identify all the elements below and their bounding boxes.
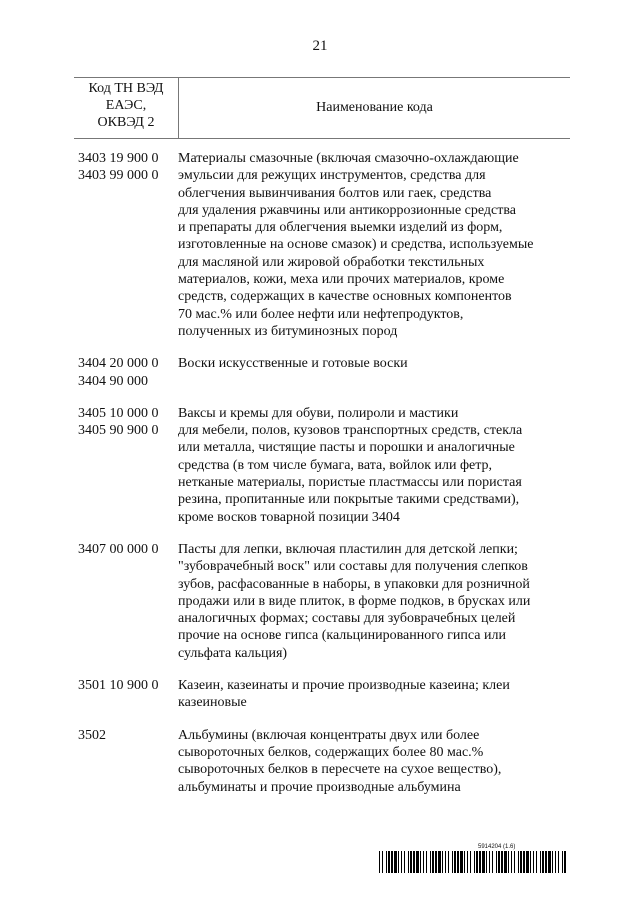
- code-cell: [78, 541, 178, 662]
- description-line: резина, пропитанные или покрытые такими средствами),: [178, 492, 520, 508]
- description-cell: [178, 355, 574, 390]
- description-line: продажи или в виде плиток, в форме подков, в брусках или: [178, 593, 531, 609]
- description-line: средства (в том числе бумага, вата, войлок или фетр,: [178, 457, 493, 473]
- description-line: прочие на основе гипса (кальцинированного гипса или: [178, 628, 506, 644]
- table-row: [78, 727, 574, 796]
- description-line: "зубоврачебный воск" или составы для получения слепков: [178, 559, 528, 575]
- description-line: Воски искусственные и готовые воски: [178, 356, 408, 372]
- description-line: аналогичных формах; составы для зубоврачебных целей: [178, 611, 516, 627]
- tn-ved-code: 3403 99 000 0: [78, 168, 159, 184]
- header-code-line: Код ТН ВЭД: [88, 81, 164, 96]
- description-line: или металла, чистящие пасты и порошки и аналогичные: [178, 440, 515, 456]
- code-cell: [78, 150, 178, 340]
- code-cell: [78, 355, 178, 390]
- table-row: [78, 355, 574, 390]
- description-line: сывороточных белков в пересчете на сухое вещество),: [178, 762, 502, 778]
- description-line: для мебели, полов, кузовов транспортных средств, стекла: [178, 423, 523, 439]
- description-line: нетканые материалы, пористые пластмассы или пористая: [178, 475, 522, 491]
- description-cell: [178, 727, 574, 796]
- code-cell: [78, 677, 178, 712]
- description-line: изготовленные на основе смазок) и средства, используемые: [178, 237, 534, 253]
- description-line: эмульсии для режущих инструментов, средства для: [178, 168, 486, 184]
- description-line: альбуминаты и прочие производные альбумина: [178, 779, 461, 795]
- tn-ved-code: 3502: [78, 727, 106, 743]
- header-name-column: Наименование кода: [178, 78, 570, 138]
- code-table-body: [78, 150, 574, 811]
- table-row: [78, 405, 574, 526]
- description-line: средств, содержащих в качестве основных компонентов: [178, 289, 512, 305]
- description-line: кроме восков товарной позиции 3404: [178, 509, 400, 525]
- table-row: [78, 541, 574, 662]
- header-code-line: ЕАЭС,: [105, 98, 147, 113]
- description-line: и препараты для облегчения выемки изделий из форм,: [178, 220, 503, 236]
- header-code-column: [74, 80, 178, 131]
- description-cell: [178, 405, 574, 526]
- tn-ved-code: 3404 20 000 0: [78, 356, 159, 372]
- tn-ved-code: 3403 19 900 0: [78, 151, 159, 166]
- description-line: Пасты для лепки, включая пластилин для детской лепки;: [178, 541, 518, 557]
- document-id: 5914204 (1.6): [478, 844, 516, 850]
- description-line: 70 мас.% или более нефти или нефтепродуктов,: [178, 306, 464, 322]
- table-header: [74, 77, 570, 139]
- description-line: Материалы смазочные (включая смазочно-охлаждающие: [178, 151, 519, 166]
- description-cell: [178, 541, 574, 662]
- page-number: 21: [312, 38, 328, 54]
- description-cell: [178, 677, 574, 712]
- description-line: казеиновые: [178, 695, 247, 711]
- tn-ved-code: 3501 10 900 0: [78, 678, 159, 694]
- description-line: Альбумины (включая концентраты двух или более: [178, 727, 480, 743]
- code-cell: [78, 405, 178, 526]
- description-line: сывороточных белков, содержащих более 80 мас.%: [178, 744, 484, 760]
- tn-ved-code: 3405 90 900 0: [78, 423, 159, 439]
- tn-ved-code: 3407 00 000 0: [78, 541, 159, 557]
- tn-ved-code: 3405 10 000 0: [78, 405, 159, 421]
- header-code-line: ОКВЭД 2: [97, 115, 155, 130]
- description-line: материалов, кожи, меха или прочих материалов, кроме: [178, 272, 505, 288]
- table-row: [78, 150, 574, 340]
- description-line: Казеин, казеинаты и прочие производные казеина; клеи: [178, 678, 510, 694]
- barcode: [379, 851, 567, 873]
- description-line: для масляной или жировой обработки текстильных: [178, 254, 485, 270]
- description-line: полученных из битуминозных пород: [178, 323, 398, 339]
- description-line: зубов, расфасованные в наборы, в упаковки для розничной: [178, 576, 530, 592]
- description-line: облегчения вывинчивания болтов или гаек, средства: [178, 185, 492, 201]
- code-cell: [78, 727, 178, 796]
- description-line: Ваксы и кремы для обуви, полироли и мастики: [178, 405, 459, 421]
- table-row: [78, 677, 574, 712]
- description-line: сульфата кальция): [178, 645, 288, 661]
- description-cell: [178, 150, 574, 340]
- tn-ved-code: 3404 90 000: [78, 373, 148, 389]
- description-line: для удаления ржавчины или антикоррозионные средства: [178, 202, 516, 218]
